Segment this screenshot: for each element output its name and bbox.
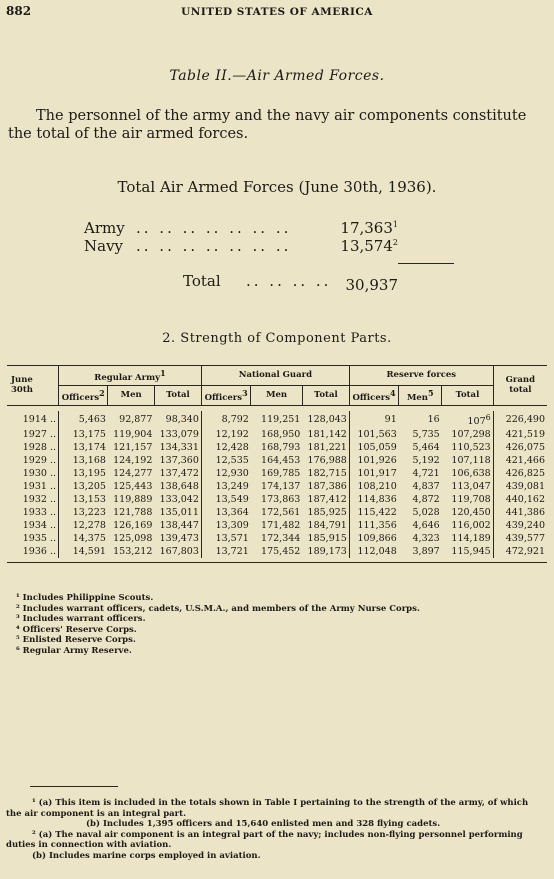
year-cell: 1936 .. bbox=[22, 546, 57, 558]
value-cell: 174,137 bbox=[261, 481, 301, 493]
table-row bbox=[7, 428, 547, 441]
officers-header: Officers$^2$ bbox=[59, 385, 108, 405]
value-cell: 14,375 bbox=[59, 532, 108, 545]
table-title: Table II.—Air Armed Forces. bbox=[169, 68, 385, 84]
table-row bbox=[7, 467, 547, 480]
page-number: 882 bbox=[6, 4, 32, 18]
value-cell: 176,988 bbox=[307, 455, 347, 467]
officers-header: Officers$^4$ bbox=[349, 385, 398, 405]
value-cell: 107,298 bbox=[451, 429, 491, 441]
value-cell: 13,571 bbox=[201, 532, 250, 545]
total-header: Total bbox=[302, 385, 349, 405]
value-cell: 119,904 bbox=[113, 429, 153, 441]
value-cell: 13,249 bbox=[201, 480, 250, 493]
value-cell: 121,788 bbox=[113, 507, 153, 519]
value-cell: 168,950 bbox=[261, 429, 301, 441]
table-row bbox=[7, 532, 547, 545]
value-cell: 5,464 bbox=[412, 442, 440, 454]
value-cell: 175,452 bbox=[261, 546, 301, 558]
value-cell: 13,721 bbox=[201, 545, 250, 558]
note-line: ⁶ Regular Army Reserve. bbox=[16, 645, 132, 656]
value-cell: 171,482 bbox=[261, 520, 301, 532]
total-header: Total bbox=[442, 385, 494, 405]
value-cell: 126,169 bbox=[113, 520, 153, 532]
value-cell: 173,863 bbox=[261, 494, 301, 506]
value-cell: 119,889 bbox=[113, 494, 153, 506]
year-cell: 1914 .. bbox=[22, 414, 57, 426]
strength-table bbox=[7, 365, 547, 563]
value-cell: 8,792 bbox=[201, 411, 250, 428]
value-cell: 13,195 bbox=[59, 467, 108, 480]
national-guard-header: National Guard bbox=[201, 366, 349, 386]
sum-rule bbox=[398, 263, 454, 264]
value-cell: 138,447 bbox=[159, 520, 199, 532]
value-cell: 5,028 bbox=[412, 507, 440, 519]
value-cell: 426,825 bbox=[493, 467, 547, 480]
value-cell: 137,360 bbox=[159, 455, 199, 467]
value-cell: 116,002 bbox=[451, 520, 491, 532]
value-cell bbox=[442, 411, 494, 428]
value-cell: 187,386 bbox=[307, 481, 347, 493]
value-cell: 13,174 bbox=[59, 441, 108, 454]
value-cell: 185,925 bbox=[307, 507, 347, 519]
value-cell: 13,223 bbox=[59, 506, 108, 519]
total-label: Total bbox=[183, 272, 221, 290]
table-row bbox=[7, 545, 547, 558]
footnote-marker: 6 bbox=[485, 413, 491, 423]
value-cell: 101,563 bbox=[349, 428, 398, 441]
value-cell: 13,364 bbox=[201, 506, 250, 519]
value-cell: 115,945 bbox=[451, 546, 491, 558]
value-cell: 472,921 bbox=[493, 545, 547, 558]
army-value: 17,363$^1$ bbox=[340, 219, 398, 237]
value-cell: 92,877 bbox=[119, 414, 153, 426]
footnotes bbox=[6, 798, 544, 861]
value-cell: 182,715 bbox=[307, 468, 347, 480]
value-cell: 4,837 bbox=[412, 481, 440, 493]
value-cell: 12,930 bbox=[201, 467, 250, 480]
total-value: 30,937 bbox=[345, 276, 398, 294]
value-cell: 13,175 bbox=[59, 428, 108, 441]
value-cell: 167,803 bbox=[159, 546, 199, 558]
total-leader-dots: .. .. .. .. bbox=[246, 272, 332, 290]
value-cell: 169,785 bbox=[261, 468, 301, 480]
value-cell: 168,793 bbox=[261, 442, 301, 454]
value-cell: 12,535 bbox=[201, 454, 250, 467]
year-cell: 1934 .. bbox=[22, 520, 57, 532]
year-cell: 1931 .. bbox=[22, 481, 57, 493]
value-cell: 111,356 bbox=[349, 519, 398, 532]
value-cell: 226,490 bbox=[493, 411, 547, 428]
value-cell: 121,157 bbox=[113, 442, 153, 454]
value-cell: 125,443 bbox=[113, 481, 153, 493]
value-cell: 125,098 bbox=[113, 533, 153, 545]
value-cell: 119,251 bbox=[261, 414, 301, 426]
regular-army-header: Regular Army$^1$ bbox=[59, 366, 202, 386]
army-label: Army bbox=[84, 219, 125, 237]
value-cell: 124,192 bbox=[113, 455, 153, 467]
navy-leader-dots: .. .. .. .. .. .. .. bbox=[136, 237, 292, 255]
footnote-rule bbox=[30, 786, 118, 787]
table-row bbox=[7, 441, 547, 454]
value-cell: 3,897 bbox=[412, 546, 440, 558]
table-row bbox=[7, 454, 547, 467]
value-cell: 5,463 bbox=[59, 411, 108, 428]
value-cell: 139,473 bbox=[159, 533, 199, 545]
value-cell: 133,079 bbox=[159, 429, 199, 441]
value-cell: 12,192 bbox=[201, 428, 250, 441]
value-cell: 421,519 bbox=[493, 428, 547, 441]
value-cell: 128,043 bbox=[307, 414, 347, 426]
value-cell: 98,340 bbox=[165, 414, 199, 426]
table-row bbox=[7, 506, 547, 519]
value-cell: 12,278 bbox=[59, 519, 108, 532]
value-cell: 441,386 bbox=[493, 506, 547, 519]
year-cell: 1930 .. bbox=[22, 468, 57, 480]
year-cell: 1929 .. bbox=[22, 455, 57, 467]
value-cell: 185,915 bbox=[307, 533, 347, 545]
value-cell: 439,577 bbox=[493, 532, 547, 545]
year-cell: 1933 .. bbox=[22, 507, 57, 519]
reserve-forces-header: Reserve forces bbox=[349, 366, 493, 386]
value-cell: 109,866 bbox=[349, 532, 398, 545]
value-cell: 113,047 bbox=[451, 481, 491, 493]
value-text: 107 bbox=[467, 416, 486, 428]
total-air-forces-title: Total Air Armed Forces (June 30th, 1936). bbox=[117, 178, 437, 196]
note-line: ⁵ Enlisted Reserve Corps. bbox=[16, 635, 136, 645]
table-row bbox=[7, 480, 547, 493]
officers-header: Officers$^3$ bbox=[201, 385, 250, 405]
year-cell: 1927 .. bbox=[22, 429, 57, 441]
value-cell: 13,549 bbox=[201, 493, 250, 506]
grand-total-header: Grand total bbox=[493, 366, 547, 406]
value-cell: 172,561 bbox=[261, 507, 301, 519]
value-cell: 13,153 bbox=[59, 493, 108, 506]
value-cell: 164,453 bbox=[261, 455, 301, 467]
value-cell: 181,142 bbox=[307, 429, 347, 441]
value-cell: 4,872 bbox=[412, 494, 440, 506]
table-bottom-rule bbox=[7, 558, 547, 563]
value-cell: 153,212 bbox=[113, 546, 153, 558]
value-cell: 13,168 bbox=[59, 454, 108, 467]
value-cell: 439,081 bbox=[493, 480, 547, 493]
value-cell: 181,221 bbox=[307, 442, 347, 454]
value-cell: 91 bbox=[349, 411, 398, 428]
intro-text: The personnel of the army and the navy air components constitute the total of the air armed forces. bbox=[8, 108, 527, 142]
value-cell: 16 bbox=[427, 414, 440, 426]
men-header: Men bbox=[108, 385, 154, 405]
note-line: ³ Includes warrant officers. bbox=[16, 614, 146, 624]
value-cell: 135,011 bbox=[159, 507, 199, 519]
value-cell: 134,331 bbox=[159, 442, 199, 454]
year-cell: 1935 .. bbox=[22, 533, 57, 545]
value-cell: 120,450 bbox=[451, 507, 491, 519]
men-header: Men bbox=[251, 385, 303, 405]
section-title: 2. Strength of Component Parts. bbox=[162, 331, 392, 346]
value-cell: 138,648 bbox=[159, 481, 199, 493]
value-cell: 107,118 bbox=[451, 455, 491, 467]
running-head: UNITED STATES OF AMERICA bbox=[181, 6, 373, 18]
value-cell: 105,059 bbox=[349, 441, 398, 454]
value-cell: 114,189 bbox=[451, 533, 491, 545]
value-cell: 112,048 bbox=[349, 545, 398, 558]
year-header: June 30th bbox=[7, 366, 59, 406]
value-cell: 184,791 bbox=[307, 520, 347, 532]
table-body bbox=[7, 405, 547, 563]
navy-value: 13,574$^2$ bbox=[340, 237, 398, 255]
value-cell: 106,638 bbox=[451, 468, 491, 480]
value-cell: 5,735 bbox=[412, 429, 440, 441]
value-cell: 13,309 bbox=[201, 519, 250, 532]
note-line: ² Includes warrant officers, cadets, U.S.M.A., and members of the Army Nurse Corps. bbox=[16, 603, 420, 614]
year-cell: 1928 .. bbox=[22, 442, 57, 454]
table-row bbox=[7, 493, 547, 506]
table-row bbox=[7, 519, 547, 532]
men-header: Men$^5$ bbox=[399, 385, 442, 405]
value-cell: 4,323 bbox=[412, 533, 440, 545]
footnote: ¹ (a) This item is included in the totals shown in Table I pertaining to the strength of the army, of which the air component is an integral part. bbox=[6, 798, 529, 819]
value-cell: 187,412 bbox=[307, 494, 347, 506]
value-cell: 133,042 bbox=[159, 494, 199, 506]
value-cell: 114,836 bbox=[349, 493, 398, 506]
value-cell: 124,277 bbox=[113, 468, 153, 480]
value-cell: 189,173 bbox=[307, 546, 347, 558]
value-cell: 110,523 bbox=[451, 442, 491, 454]
value-cell: 137,472 bbox=[159, 468, 199, 480]
value-cell: 12,428 bbox=[201, 441, 250, 454]
value-cell: 172,344 bbox=[261, 533, 301, 545]
value-cell: 426,075 bbox=[493, 441, 547, 454]
value-cell: 119,708 bbox=[451, 494, 491, 506]
footnote: (b) Includes 1,395 officers and 15,640 enlisted men and 328 flying cadets. bbox=[86, 819, 441, 829]
navy-label: Navy bbox=[84, 237, 124, 255]
table-row bbox=[7, 411, 547, 428]
table-notes bbox=[16, 593, 420, 656]
value-cell: 5,192 bbox=[412, 455, 440, 467]
value-cell: 13,205 bbox=[59, 480, 108, 493]
value-cell: 108,210 bbox=[349, 480, 398, 493]
value-cell: 101,926 bbox=[349, 454, 398, 467]
value-cell: 440,162 bbox=[493, 493, 547, 506]
army-leader-dots: .. .. .. .. .. .. .. bbox=[136, 219, 292, 237]
value-cell: 439,240 bbox=[493, 519, 547, 532]
value-cell: 115,422 bbox=[349, 506, 398, 519]
note-line: ¹ Includes Philippine Scouts. bbox=[16, 593, 154, 603]
total-header: Total bbox=[154, 385, 201, 405]
footnote: ² (a) The naval air component is an integral part of the navy; includes non-flying personnel performing duties in connection with aviation. bbox=[6, 829, 523, 850]
value-cell: 14,591 bbox=[59, 545, 108, 558]
value-cell: 421,466 bbox=[493, 454, 547, 467]
year-cell: 1932 .. bbox=[22, 494, 57, 506]
value-cell: 101,917 bbox=[349, 467, 398, 480]
note-line: ⁴ Officers' Reserve Corps. bbox=[16, 624, 137, 635]
footnote: (b) Includes marine corps employed in aviation. bbox=[32, 850, 261, 861]
value-cell: 4,721 bbox=[412, 468, 440, 480]
value-cell: 4,646 bbox=[412, 520, 440, 532]
